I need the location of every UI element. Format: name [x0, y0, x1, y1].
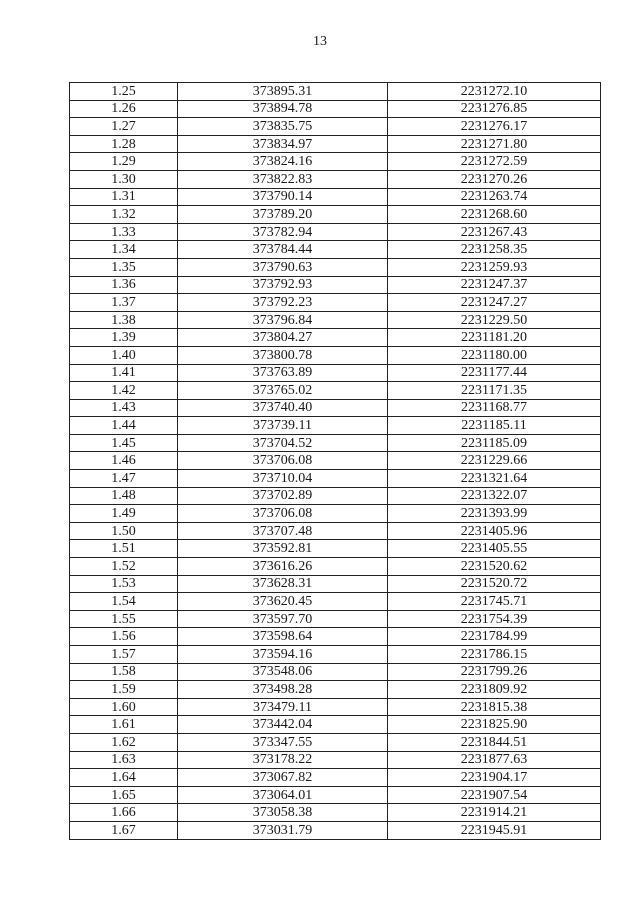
x-coordinate-cell: 373804.27	[178, 329, 388, 347]
point-id-cell: 1.66	[70, 804, 178, 822]
y-coordinate-cell: 2231168.77	[388, 399, 601, 417]
x-coordinate-cell: 373704.52	[178, 434, 388, 452]
y-coordinate-cell: 2231844.51	[388, 733, 601, 751]
y-coordinate-cell: 2231877.63	[388, 751, 601, 769]
coordinates-table-body	[70, 83, 601, 840]
x-coordinate-cell: 373592.81	[178, 540, 388, 558]
point-id-cell: 1.27	[70, 118, 178, 136]
point-id-cell: 1.45	[70, 434, 178, 452]
point-id-cell: 1.60	[70, 698, 178, 716]
table-row	[70, 417, 601, 435]
y-coordinate-cell: 2231229.50	[388, 311, 601, 329]
y-coordinate-cell: 2231322.07	[388, 487, 601, 505]
x-coordinate-cell: 373442.04	[178, 716, 388, 734]
y-coordinate-cell: 2231229.66	[388, 452, 601, 470]
table-row	[70, 294, 601, 312]
y-coordinate-cell: 2231171.35	[388, 382, 601, 400]
x-coordinate-cell: 373628.31	[178, 575, 388, 593]
y-coordinate-cell: 2231405.96	[388, 522, 601, 540]
y-coordinate-cell: 2231181.20	[388, 329, 601, 347]
point-id-cell: 1.43	[70, 399, 178, 417]
point-id-cell: 1.38	[70, 311, 178, 329]
point-id-cell: 1.49	[70, 505, 178, 523]
x-coordinate-cell: 373058.38	[178, 804, 388, 822]
y-coordinate-cell: 2231272.59	[388, 153, 601, 171]
x-coordinate-cell: 373597.70	[178, 610, 388, 628]
point-id-cell: 1.46	[70, 452, 178, 470]
x-coordinate-cell: 373796.84	[178, 311, 388, 329]
x-coordinate-cell: 373710.04	[178, 470, 388, 488]
x-coordinate-cell: 373740.40	[178, 399, 388, 417]
y-coordinate-cell: 2231185.09	[388, 434, 601, 452]
x-coordinate-cell: 373792.93	[178, 276, 388, 294]
x-coordinate-cell: 373064.01	[178, 786, 388, 804]
y-coordinate-cell: 2231247.27	[388, 294, 601, 312]
x-coordinate-cell: 373782.94	[178, 223, 388, 241]
y-coordinate-cell: 2231267.43	[388, 223, 601, 241]
x-coordinate-cell: 373790.63	[178, 258, 388, 276]
table-row	[70, 452, 601, 470]
x-coordinate-cell: 373822.83	[178, 170, 388, 188]
table-row	[70, 170, 601, 188]
y-coordinate-cell: 2231393.99	[388, 505, 601, 523]
x-coordinate-cell: 373067.82	[178, 769, 388, 787]
y-coordinate-cell: 2231276.85	[388, 100, 601, 118]
y-coordinate-cell: 2231270.26	[388, 170, 601, 188]
x-coordinate-cell: 373620.45	[178, 593, 388, 611]
table-row	[70, 505, 601, 523]
table-row	[70, 276, 601, 294]
x-coordinate-cell: 373706.08	[178, 505, 388, 523]
y-coordinate-cell: 2231815.38	[388, 698, 601, 716]
y-coordinate-cell: 2231914.21	[388, 804, 601, 822]
table-row	[70, 786, 601, 804]
x-coordinate-cell: 373707.48	[178, 522, 388, 540]
table-row	[70, 153, 601, 171]
y-coordinate-cell: 2231945.91	[388, 821, 601, 839]
table-row	[70, 83, 601, 101]
table-row	[70, 646, 601, 664]
point-id-cell: 1.25	[70, 83, 178, 101]
y-coordinate-cell: 2231745.71	[388, 593, 601, 611]
point-id-cell: 1.53	[70, 575, 178, 593]
y-coordinate-cell: 2231276.17	[388, 118, 601, 136]
point-id-cell: 1.28	[70, 135, 178, 153]
x-coordinate-cell: 373598.64	[178, 628, 388, 646]
table-row	[70, 593, 601, 611]
y-coordinate-cell: 2231247.37	[388, 276, 601, 294]
table-row	[70, 399, 601, 417]
point-id-cell: 1.40	[70, 346, 178, 364]
point-id-cell: 1.50	[70, 522, 178, 540]
page-number: 13	[313, 34, 327, 49]
point-id-cell: 1.34	[70, 241, 178, 259]
table-row	[70, 487, 601, 505]
y-coordinate-cell: 2231520.62	[388, 558, 601, 576]
point-id-cell: 1.54	[70, 593, 178, 611]
point-id-cell: 1.55	[70, 610, 178, 628]
table-row	[70, 663, 601, 681]
table-row	[70, 311, 601, 329]
point-id-cell: 1.37	[70, 294, 178, 312]
table-row	[70, 821, 601, 839]
point-id-cell: 1.31	[70, 188, 178, 206]
table-row	[70, 258, 601, 276]
x-coordinate-cell: 373789.20	[178, 206, 388, 224]
point-id-cell: 1.47	[70, 470, 178, 488]
table-row	[70, 470, 601, 488]
table-row	[70, 804, 601, 822]
y-coordinate-cell: 2231825.90	[388, 716, 601, 734]
point-id-cell: 1.64	[70, 769, 178, 787]
point-id-cell: 1.30	[70, 170, 178, 188]
point-id-cell: 1.65	[70, 786, 178, 804]
x-coordinate-cell: 373616.26	[178, 558, 388, 576]
point-id-cell: 1.35	[70, 258, 178, 276]
table-row	[70, 575, 601, 593]
table-row	[70, 206, 601, 224]
y-coordinate-cell: 2231786.15	[388, 646, 601, 664]
table-row	[70, 698, 601, 716]
x-coordinate-cell: 373347.55	[178, 733, 388, 751]
table-row	[70, 329, 601, 347]
table-row	[70, 346, 601, 364]
x-coordinate-cell: 373031.79	[178, 821, 388, 839]
table-row	[70, 241, 601, 259]
table-row	[70, 751, 601, 769]
x-coordinate-cell: 373824.16	[178, 153, 388, 171]
x-coordinate-cell: 373894.78	[178, 100, 388, 118]
y-coordinate-cell: 2231405.55	[388, 540, 601, 558]
table-row	[70, 188, 601, 206]
point-id-cell: 1.44	[70, 417, 178, 435]
table-row	[70, 628, 601, 646]
point-id-cell: 1.57	[70, 646, 178, 664]
table-row	[70, 364, 601, 382]
y-coordinate-cell: 2231268.60	[388, 206, 601, 224]
point-id-cell: 1.52	[70, 558, 178, 576]
table-row	[70, 223, 601, 241]
y-coordinate-cell: 2231177.44	[388, 364, 601, 382]
table-row	[70, 681, 601, 699]
x-coordinate-cell: 373800.78	[178, 346, 388, 364]
y-coordinate-cell: 2231907.54	[388, 786, 601, 804]
point-id-cell: 1.67	[70, 821, 178, 839]
point-id-cell: 1.56	[70, 628, 178, 646]
x-coordinate-cell: 373763.89	[178, 364, 388, 382]
y-coordinate-cell: 2231799.26	[388, 663, 601, 681]
x-coordinate-cell: 373479.11	[178, 698, 388, 716]
x-coordinate-cell: 373706.08	[178, 452, 388, 470]
y-coordinate-cell: 2231258.35	[388, 241, 601, 259]
point-id-cell: 1.29	[70, 153, 178, 171]
point-id-cell: 1.33	[70, 223, 178, 241]
point-id-cell: 1.63	[70, 751, 178, 769]
y-coordinate-cell: 2231185.11	[388, 417, 601, 435]
table-row	[70, 382, 601, 400]
table-row	[70, 716, 601, 734]
y-coordinate-cell: 2231263.74	[388, 188, 601, 206]
point-id-cell: 1.61	[70, 716, 178, 734]
x-coordinate-cell: 373895.31	[178, 83, 388, 101]
y-coordinate-cell: 2231754.39	[388, 610, 601, 628]
table-row	[70, 434, 601, 452]
x-coordinate-cell: 373790.14	[178, 188, 388, 206]
y-coordinate-cell: 2231271.80	[388, 135, 601, 153]
x-coordinate-cell: 373835.75	[178, 118, 388, 136]
coordinates-table	[69, 82, 601, 840]
table-row	[70, 769, 601, 787]
y-coordinate-cell: 2231904.17	[388, 769, 601, 787]
table-row	[70, 558, 601, 576]
point-id-cell: 1.42	[70, 382, 178, 400]
y-coordinate-cell: 2231520.72	[388, 575, 601, 593]
y-coordinate-cell: 2231321.64	[388, 470, 601, 488]
point-id-cell: 1.39	[70, 329, 178, 347]
point-id-cell: 1.62	[70, 733, 178, 751]
y-coordinate-cell: 2231809.92	[388, 681, 601, 699]
table-row	[70, 733, 601, 751]
x-coordinate-cell: 373834.97	[178, 135, 388, 153]
table-row	[70, 135, 601, 153]
table-row	[70, 540, 601, 558]
x-coordinate-cell: 373784.44	[178, 241, 388, 259]
point-id-cell: 1.32	[70, 206, 178, 224]
y-coordinate-cell: 2231784.99	[388, 628, 601, 646]
x-coordinate-cell: 373765.02	[178, 382, 388, 400]
y-coordinate-cell: 2231272.10	[388, 83, 601, 101]
x-coordinate-cell: 373702.89	[178, 487, 388, 505]
point-id-cell: 1.59	[70, 681, 178, 699]
y-coordinate-cell: 2231180.00	[388, 346, 601, 364]
x-coordinate-cell: 373792.23	[178, 294, 388, 312]
table-row	[70, 118, 601, 136]
x-coordinate-cell: 373594.16	[178, 646, 388, 664]
point-id-cell: 1.41	[70, 364, 178, 382]
point-id-cell: 1.58	[70, 663, 178, 681]
x-coordinate-cell: 373498.28	[178, 681, 388, 699]
point-id-cell: 1.48	[70, 487, 178, 505]
point-id-cell: 1.26	[70, 100, 178, 118]
x-coordinate-cell: 373548.06	[178, 663, 388, 681]
y-coordinate-cell: 2231259.93	[388, 258, 601, 276]
x-coordinate-cell: 373739.11	[178, 417, 388, 435]
table-row	[70, 100, 601, 118]
table-row	[70, 610, 601, 628]
table-row	[70, 522, 601, 540]
point-id-cell: 1.36	[70, 276, 178, 294]
x-coordinate-cell: 373178.22	[178, 751, 388, 769]
point-id-cell: 1.51	[70, 540, 178, 558]
